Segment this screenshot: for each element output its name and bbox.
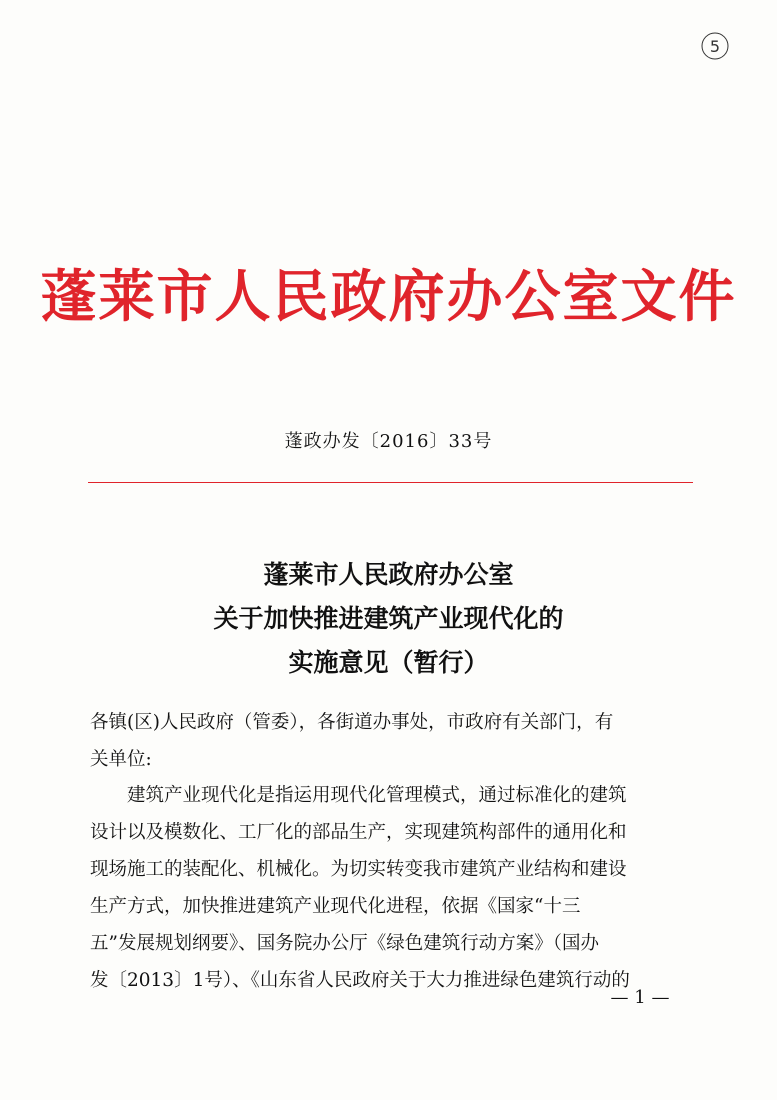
body-line: 现场施工的装配化、机械化。为切实转变我市建筑产业结构和建设 [90,859,627,880]
body-paragraph [90,777,700,999]
salutation-line-1: 各镇(区)人民政府（管委），各街道办事处，市政府有关部门，有 [90,712,614,733]
salutation [90,704,700,778]
masthead-title: 蓬莱市人民政府办公室文件 [40,264,737,330]
body-line: 设计以及模数化、工厂化的部品生产，实现建筑构部件的通用化和 [90,822,627,843]
document-title [0,553,777,685]
handwritten-page-mark [698,28,732,64]
body-line: 五”发展规划纲要》、国务院办公厅《绿色建筑行动方案》（国办 [90,933,599,954]
title-line-3: 实施意见（暂行） [288,648,489,677]
document-number: 蓬政办发〔2016〕33号 [284,431,493,452]
body-line: 发〔2013〕1号）、《山东省人民政府关于大力推进绿色建筑行动的 [90,970,630,991]
handwritten-mark-text: 5 [709,37,721,56]
body-line: 生产方式，加快推进建筑产业现代化进程，依据《国家“十三 [90,896,581,917]
salutation-line-2: 关单位: [90,749,152,770]
page-number: — 1 — [610,987,670,1008]
body-line: 建筑产业现代化是指运用现代化管理模式，通过标准化的建筑 [127,785,627,806]
red-divider-line [88,482,693,483]
title-line-1: 蓬莱市人民政府办公室 [263,560,514,589]
title-line-2: 关于加快推进建筑产业现代化的 [213,604,564,633]
